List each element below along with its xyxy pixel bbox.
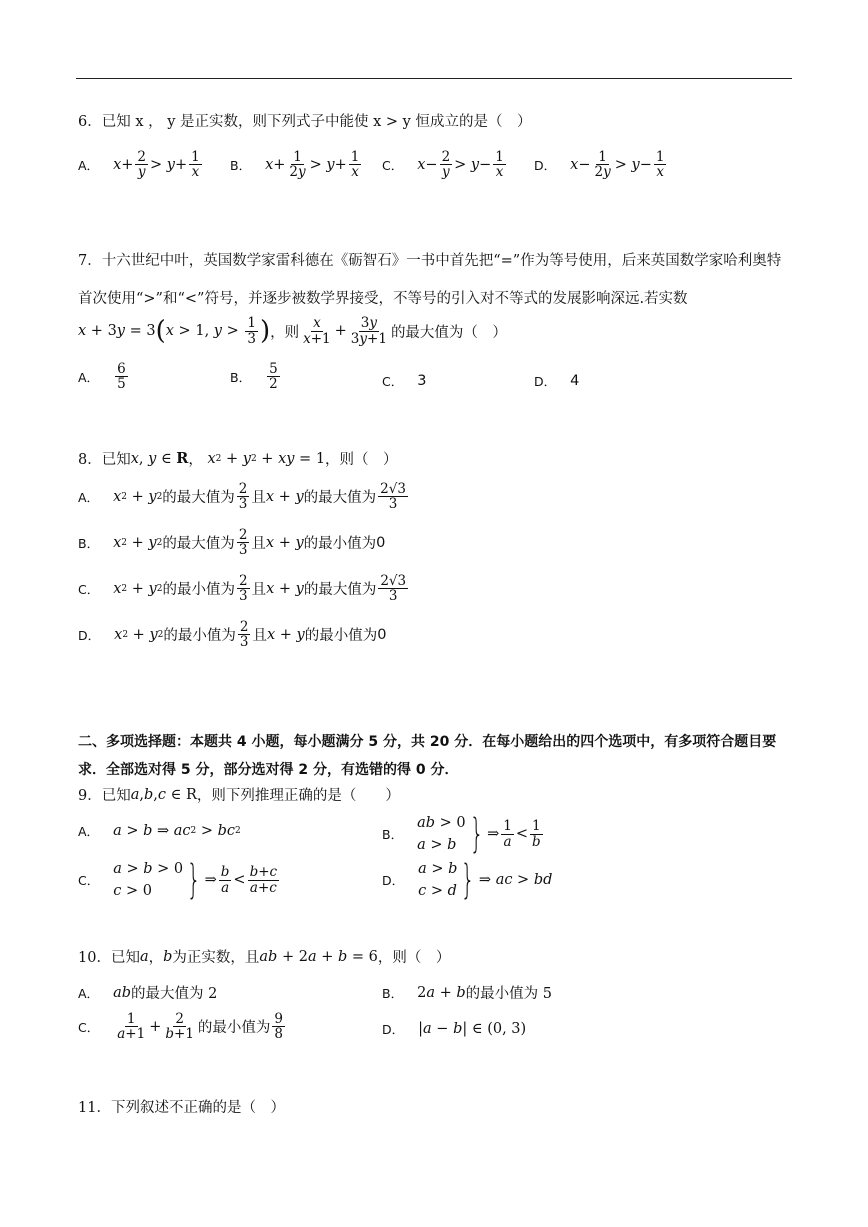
q8-option-a[interactable]: A． x 2 + y 2 的最大值为 $\frac{2}{3}$ 且 x + y 的最大值为 $\frac{2√3}{3}$ [78,481,406,513]
option-label: C． [78,1019,100,1035]
header-rule [76,78,792,79]
q8-c-and: 且 [251,582,267,599]
q7-option-b[interactable]: B． $\frac{5}{2}$ [230,361,278,393]
q8-option-c[interactable]: C． x 2 + y 2 的最小值为 $\frac{2}{3}$ 且 x + y 的最大值为 $\frac{2√3}{3}$ [78,573,407,605]
q7-option-a[interactable]: A． $\frac{6}{5}$ [78,361,126,393]
option-label: B． [78,535,100,551]
question-6-stem: 6．已知 x ， y 是正实数，则下列式子中能使 x > y 恒成立的是（ ） [78,114,532,130]
q8-a-text1: 的最大值为 [162,490,235,507]
option-label: C． [382,374,404,389]
option-label: B． [382,827,404,842]
q9-option-c[interactable]: C． a > b > 0 c > 0 } ⇒ $\frac{b}{a}$ < $\frac{b+c}{a+c}$ [78,857,278,903]
q10-option-a[interactable]: A． ab 的最大值为 2 [78,982,217,1003]
option-label: A． [78,369,100,385]
q9-option-a[interactable]: A． a > b ⇒ ac 2 > bc 2 [78,823,241,839]
option-label: C． [382,157,404,173]
q7-option-d-value: 4 [570,373,580,389]
q9-stem-suffix: ，则下列推理正确的是（ ） [196,788,400,804]
option-label: D． [534,157,557,173]
q8-b-text1: 的最大值为 [162,536,235,553]
q8-d-text2: 的最小值为 [304,628,378,645]
option-label: A． [78,985,100,1001]
q9-option-d[interactable]: D． a > b c > d } ⇒ ac > bd [382,857,553,903]
option-label: B． [230,157,252,173]
q6-option-a[interactable]: A． x + $\frac{2}{y}$ > y + $\frac{1}{x}$ [78,149,200,181]
q8-b-text2: 的最小值为 [303,536,377,553]
option-label: D． [382,873,405,888]
q8-stem-prefix: 8．已知 [78,452,131,468]
q8-d-and: 且 [252,628,267,645]
q8-stem-suffix: ，则（ ） [325,452,398,468]
q8-c-text1: 的最小值为 [162,582,235,599]
q10-a-text: 的最大值为 2 [131,986,218,1002]
q10-option-d[interactable]: D． | a − b | ∈ (0, 3) [382,1021,527,1037]
q8-d-zero: 0 [377,626,387,643]
q8-a-and: 且 [251,490,266,507]
option-label: B． [230,369,252,385]
q10-stem-mid: ， [148,950,164,966]
q10-b-text: 的最小值为 5 [465,986,552,1002]
q6-option-c[interactable]: C． x − $\frac{2}{y}$ > y − $\frac{1}{x}$ [382,149,504,181]
option-label: B． [382,985,404,1001]
option-label: A． [78,824,100,839]
q10-c-text: 的最小值为 [197,1020,271,1037]
q10-stem-suffix: ，则（ ） [377,950,451,966]
q8-option-d[interactable]: D． x 2 + y 2 的最小值为 $\frac{2}{3}$ 且 x + y 的最小值为 0 [78,619,387,651]
q7-condition-tail: ，则 [270,324,300,341]
question-10-stem: 10．已知 a ， b 为正实数，且 ab + 2 a + b = 6 ，则（ ） [78,946,450,967]
q8-option-b[interactable]: B． x 2 + y 2 的最大值为 $\frac{2}{3}$ 且 x + y 的最小值为 0 [78,527,386,559]
q7-option-d[interactable] [534,372,579,390]
option-label: D． [534,374,557,389]
option-label: C． [78,873,100,888]
q8-a-text2: 的最大值为 [303,490,377,507]
q10-stem-mid2: 为正实数，且 [172,950,260,966]
option-label: C． [78,581,100,597]
q7-option-c-value: 3 [417,373,427,389]
section-2-heading: 二、多项选择题：本题共 4 小题，每小题满分 5 分，共 20 分．在每小题给出的四个选项中，有多项符合题目要求．全部选对得 5 分，部分选对得 2 分，有选错的得 0 分． [78,734,777,778]
q7-question-tail: 的最大值为（ ） [390,324,507,341]
question-7-stem: 7．十六世纪中叶，英国数学家雷科德在《砺智石》一书中首先把“=”作为等号使用，后来英国数学家哈利奥特首次使用“>”和“<”符号，并逐步被数学界接受，不等号的引入对不等式的发展影响深远.若实数 [78,253,782,307]
q9-stem-prefix: 9．已知 [78,788,131,804]
question-9-stem: 9．已知 a , b , c ∈ R ，则下列推理正确的是（ ） [78,784,400,805]
q8-b-zero: 0 [376,534,386,551]
option-label: D． [382,1022,405,1037]
q8-d-text1: 的最小值为 [163,628,236,645]
option-label: A． [78,489,100,505]
question-7-condition: x + 3 y = 3 ( x > 1 , y > $\frac{1}{3}$ ) ，则 $\frac{x}{x+1}$ + $\frac{3y}{3y+1}$ 的最大值为（ ） [78,315,507,347]
q8-c-text2: 的最大值为 [303,582,377,599]
question-11-stem: 11．下列叙述不正确的是（ ） [78,1100,285,1116]
q10-stem-prefix: 10．已知 [78,950,140,966]
q7-option-c[interactable] [382,372,426,390]
q6-option-d[interactable]: D． x − $\frac{1}{2y}$ > y − $\frac{1}{x}$ [534,149,665,181]
q9-option-b[interactable]: B． ab > 0 a > b } ⇒ $\frac{1}{a}$ < $\frac{1}{b}$ [382,811,541,857]
q6-option-b[interactable]: B． x + $\frac{1}{2y}$ > y + $\frac{1}{x}$ [230,149,360,181]
q10-option-c[interactable]: C． $\frac{1}{a+1}$ + $\frac{2}{b+1}$ 的最小值为 $\frac{9}{8}$ [78,1011,284,1043]
question-8-stem: 8．已知 x , y ∈ R ， x 2 + y 2 + xy = 1 ，则（ ） [78,450,398,468]
q10-option-b[interactable]: B． 2 a + b 的最小值为 5 [382,982,552,1003]
q8-b-and: 且 [251,536,266,553]
option-label: A． [78,157,100,173]
option-label: D． [78,627,101,643]
